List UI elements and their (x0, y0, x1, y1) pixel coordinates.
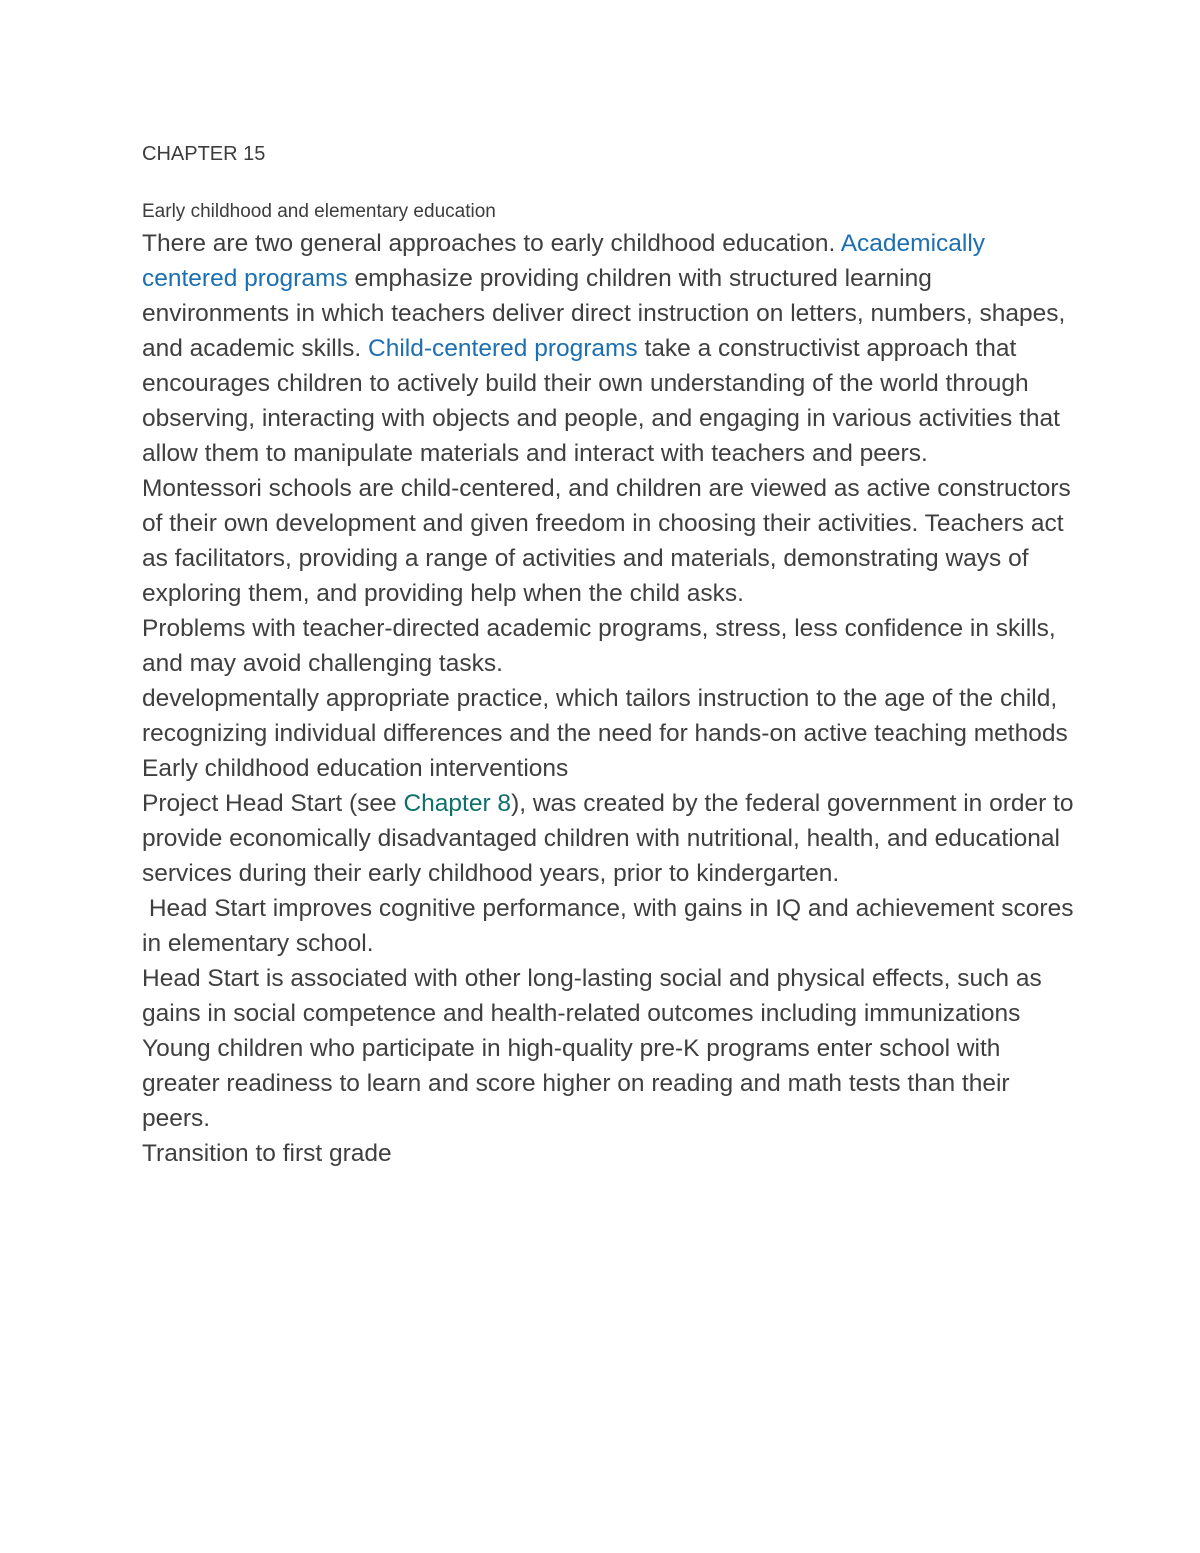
paragraph-dap: developmentally appropriate practice, which tailors instruction to the age of the child, recognizing individual differences and the need for hands-on active teaching methods (142, 685, 1068, 747)
document-body (142, 226, 1081, 1171)
text-run: Project Head Start (see (142, 790, 404, 817)
paragraph-cognitive (142, 891, 1081, 961)
text-run: ), was created by the federal government in order to provide economically disadvantaged children with nutritional, health, and educational services during their early childhood years, prior to kindergarten. (142, 790, 1074, 887)
paragraph-head-start (142, 786, 1077, 891)
paragraph-interventions-heading: Early childhood education interventions (142, 755, 569, 782)
paragraph-pre-k: Young children who participate in high-quality pre-K programs enter school with greater readiness to learn and score higher on reading and math tests than their peers. (142, 1035, 1010, 1132)
text-run: emphasize providing children with structured learning environments in which teachers deliver direct instruction on letters, numbers, shapes, and academic skills. (142, 265, 1066, 362)
paragraph-approaches (142, 226, 1077, 471)
paragraph-problems: Problems with teacher-directed academic programs, stress, less confidence in skills, and may avoid challenging tasks. (142, 615, 1056, 677)
academically-centered-programs-link[interactable]: Academically centered programs (142, 230, 986, 292)
paragraph-montessori: Montessori schools are child-centered, and children are viewed as active constructors of their own development and given freedom in choosing their activities. Teachers act as facilitators, providing a range of activities and materials, demonstrating ways of exploring them, and providing help when the child asks. (142, 475, 1071, 607)
section-subtitle: Early childhood and elementary education (142, 201, 496, 222)
child-centered-programs-link[interactable]: Child-centered programs (368, 335, 638, 362)
paragraph-long-lasting: Head Start is associated with other long-lasting social and physical effects, such as gains in social competence and health-related outcomes including immunizations (142, 965, 1042, 1027)
text-run: Head Start improves cognitive performance, with gains in IQ and achievement scores in elementary school. (142, 895, 1081, 957)
paragraph-transition: Transition to first grade (142, 1140, 392, 1167)
text-run: take a constructivist approach that encourages children to actively build their own understanding of the world through observing, interacting with objects and people, and engaging in various activities that allow them to manipulate materials and interact with teachers and peers. (142, 335, 1060, 467)
text-run: There are two general approaches to early childhood education. (142, 230, 841, 257)
chapter-8-link[interactable]: Chapter 8 (403, 790, 512, 817)
chapter-heading: CHAPTER 15 (142, 143, 266, 165)
